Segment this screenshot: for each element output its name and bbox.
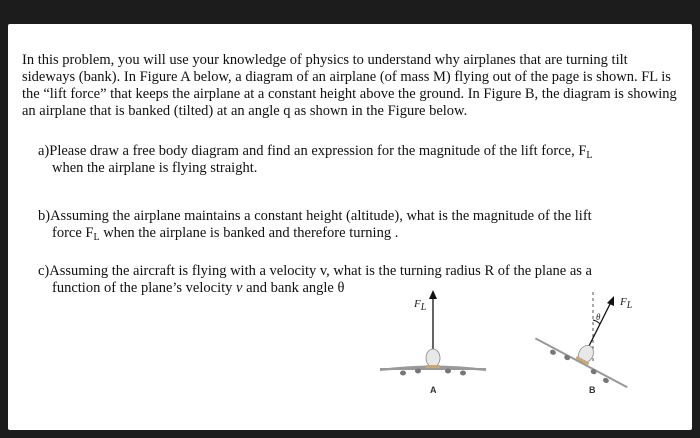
fuselage-a xyxy=(426,349,440,367)
question-b-line1: b)Assuming the airplane maintains a constant height (altitude), what is the magnitude of the lift xyxy=(38,208,592,224)
engine-b-2 xyxy=(563,354,571,361)
engine-b-3 xyxy=(590,368,598,375)
figure-a-airplane xyxy=(380,290,486,376)
engine-a-3 xyxy=(445,369,451,374)
question-b-line2: force $F_L$ when the airplane is banked and therefore turning . xyxy=(52,225,399,243)
figure-b-label: B xyxy=(589,385,596,395)
engine-a-2 xyxy=(415,369,421,374)
force-label-b: $F_L$ xyxy=(620,296,633,311)
question-a-line2: when the airplane is flying straight. xyxy=(52,160,258,176)
gear-a xyxy=(426,365,440,368)
force-label-a: $F_L$ xyxy=(414,298,427,313)
wing-b-line xyxy=(535,338,627,387)
figure-a-label: A xyxy=(430,385,437,395)
engine-a-1 xyxy=(400,371,406,376)
lift-arrow-b-shaft xyxy=(586,302,611,352)
angle-label-b: θ xyxy=(596,312,601,322)
problem-sheet xyxy=(8,24,692,430)
question-c-line2: function of the plane’s velocity v and bank angle θ xyxy=(52,280,345,296)
question-a-line1: a)Please draw a free body diagram and find an expression for the magnitude of the lift force, $F_L$ xyxy=(38,143,593,161)
lift-arrow-a-head xyxy=(429,290,437,299)
question-c-line1: c)Assuming the aircraft is flying with a velocity v, what is the turning radius R of the plane as a xyxy=(38,263,592,279)
lift-arrow-b-head xyxy=(607,296,614,306)
problem-intro: In this problem, you will use your knowledge of physics to understand why airplanes that are turning tilt sideways (bank). In Figure A below, a diagram of an airplane (of mass M) flying out of the page is shown. FL is the “lift force” that keeps the airplane at a constant height above the ground. In Figure B, the diagram is showing an airplane that is banked (tilted) at an angle q as shown in the Figure below. xyxy=(22,52,677,119)
engine-a-4 xyxy=(460,371,466,376)
figures-svg xyxy=(8,24,692,430)
